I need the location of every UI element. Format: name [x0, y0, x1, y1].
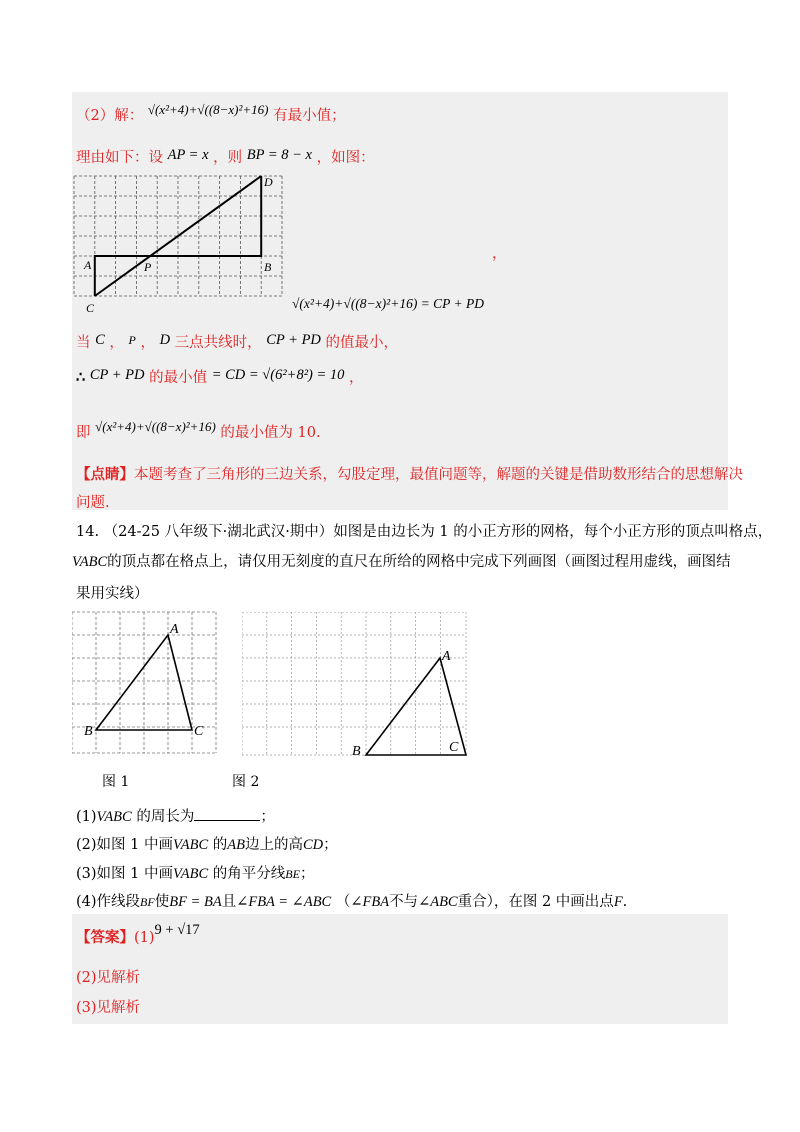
sub-question-2: (2)如图 1 中画VABC 的AB边上的高CD；	[76, 837, 338, 853]
answer-line-3: (3)见解析	[76, 1000, 141, 1016]
sub-question-1: (1)VABC 的周长为 ；	[76, 806, 275, 827]
question-14-line-1: 14. （24-25 八年级下·湖北武汉·期中）如图是由边长为 1 的小正方形的网格，每个小正方形的顶点叫格点，	[76, 524, 773, 540]
head-expression: √(x²+4)+√((8−x)²+16)	[147, 102, 269, 117]
answer-blank	[194, 806, 260, 821]
collinear-condition: 当 C ， $^P$ ， D 三点共线时， CP + PD 的值最小，	[76, 332, 399, 351]
label-P: P	[144, 260, 152, 274]
comment-line-2: 问题.	[76, 495, 110, 511]
therefore-line: ∴ CP + PD 的最小值 = CD = √(6²+8²) = 10 ，	[76, 367, 364, 386]
fig1-label-B: B	[84, 724, 93, 739]
question-14-line-2: VABC的顶点都在格点上，请仅用无刻度的直尺在所给的网格中完成下列画图（画图过程用虚线，画图结	[72, 554, 731, 570]
label-A: A	[84, 258, 92, 272]
question-14-line-3: 果用实线）	[76, 586, 149, 602]
figure-2-caption: 图 2	[232, 774, 260, 790]
comma-mark: ，	[492, 246, 507, 262]
sub-question-4: (4)作线段BF使BF = BA且∠FBA = ∠ABC （∠FBA不与∠ABC重合），在图 2 中画出点F.	[76, 894, 628, 910]
answer-line-1: 【答案】(1)9 + √17	[76, 922, 200, 946]
figure-1-caption: 图 1	[102, 774, 130, 790]
fig1-label-C: C	[194, 724, 204, 739]
fig2-label-C: C	[449, 740, 459, 755]
triangle-grid-figure-1	[72, 610, 218, 760]
fig2-label-B: B	[352, 744, 361, 759]
solution-reason: 理由如下：设 AP = x ，则 BP = 8 − x ，如图：	[76, 147, 375, 166]
comment-line-1: 【点睛】本题考查了三角形的三边关系，勾股定理，最值问题等，解题的关键是借助数形结合的思想解决	[76, 466, 743, 483]
expression-equals: √(x²+4)+√((8−x)²+16) = CP + PD	[292, 296, 485, 311]
sub-question-3: (3)如图 1 中画VABC 的角平分线BE；	[76, 866, 315, 882]
fig2-label-A: A	[442, 649, 451, 664]
label-B: B	[264, 260, 272, 274]
triangle-grid-figure-2	[242, 612, 470, 760]
label-D: D	[264, 175, 273, 189]
fig1-label-A: A	[170, 622, 179, 637]
that-is-line: 即 √(x²+4)+√((8−x)²+16) 的最小值为 10.	[76, 419, 321, 441]
solution-head: （2）解： √(x²+4)+√((8−x)²+16) 有最小值；	[76, 102, 346, 124]
label-C: C	[86, 301, 95, 315]
answer-line-2: (2)见解析	[76, 970, 141, 986]
grid-figure-1	[72, 172, 288, 318]
